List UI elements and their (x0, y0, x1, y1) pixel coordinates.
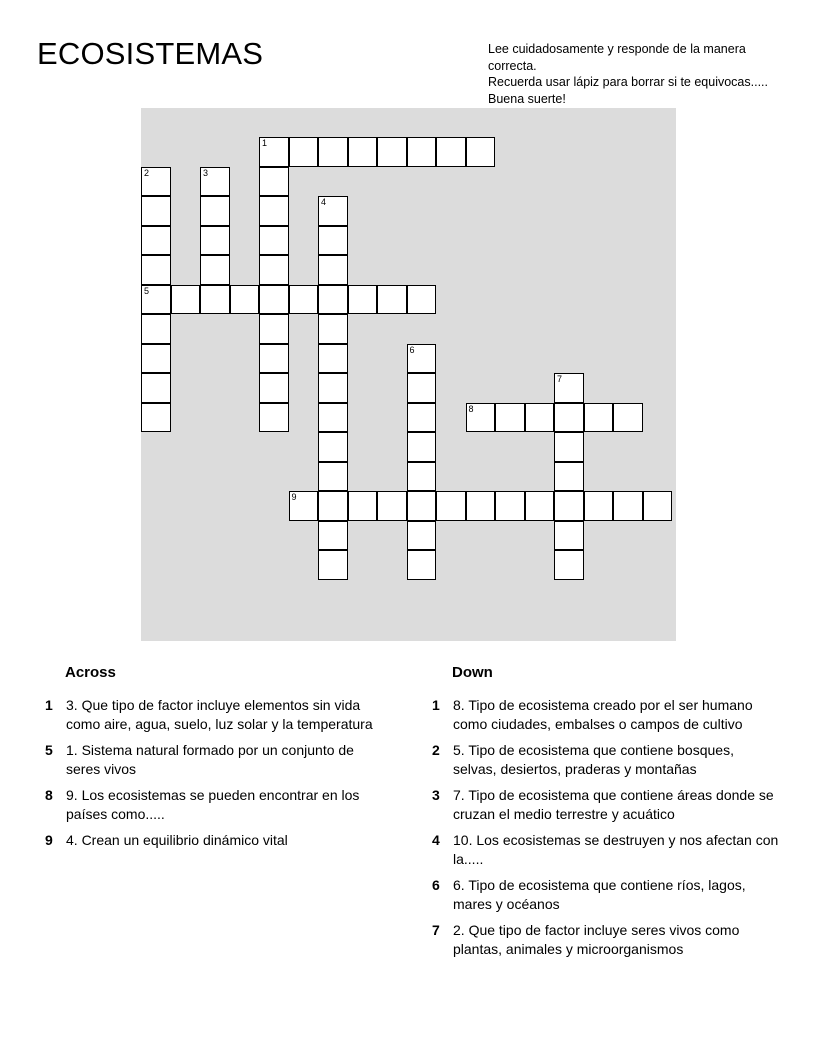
crossword-cell[interactable] (141, 226, 171, 256)
down-clue (431, 921, 781, 958)
crossword-cell[interactable] (407, 137, 437, 167)
clue-number: 6 (432, 877, 440, 893)
crossword-cell[interactable] (584, 491, 614, 521)
crossword-cell[interactable] (554, 550, 584, 580)
clue-text: 2. Que tipo de factor incluye seres vivos como plantas, animales y microorganismos (453, 922, 740, 957)
crossword-cell[interactable] (259, 314, 289, 344)
crossword-cell[interactable] (141, 403, 171, 433)
crossword-cell[interactable] (318, 226, 348, 256)
across-clue (44, 741, 384, 778)
across-clue (44, 696, 384, 733)
instructions (488, 41, 788, 107)
clue-number: 7 (432, 922, 440, 938)
crossword-cell[interactable] (141, 167, 171, 197)
crossword-cell[interactable] (407, 521, 437, 551)
down-clue (431, 831, 781, 868)
cell-number: 6 (409, 344, 415, 355)
cell-number: 3 (203, 167, 209, 178)
crossword-cell[interactable] (407, 432, 437, 462)
crossword-cell[interactable] (259, 167, 289, 197)
clue-number: 3 (432, 787, 440, 803)
crossword-cell[interactable] (259, 196, 289, 226)
crossword-cell[interactable] (259, 285, 289, 315)
crossword-cell[interactable] (407, 285, 437, 315)
crossword-cell[interactable] (318, 491, 348, 521)
crossword-cell[interactable] (318, 462, 348, 492)
crossword-cell[interactable] (289, 491, 319, 521)
across-clue (44, 831, 384, 850)
crossword-cell[interactable] (318, 137, 348, 167)
clue-text: 5. Tipo de ecosistema que contiene bosques, selvas, desiertos, praderas y montañas (453, 742, 734, 777)
crossword-cell[interactable] (171, 285, 201, 315)
crossword-cell[interactable] (377, 137, 407, 167)
clue-text: 7. Tipo de ecosistema que contiene áreas donde se cruzan el medio terrestre y acuático (453, 787, 774, 822)
crossword-cell[interactable] (318, 521, 348, 551)
clue-text: 9. Los ecosistemas se pueden encontrar en los países como..... (66, 787, 360, 822)
crossword-cell[interactable] (525, 403, 555, 433)
crossword-cell[interactable] (554, 521, 584, 551)
crossword-cell[interactable] (318, 403, 348, 433)
crossword-cell[interactable] (407, 373, 437, 403)
crossword-cell[interactable] (377, 285, 407, 315)
crossword-cell[interactable] (584, 403, 614, 433)
crossword-cell[interactable] (318, 196, 348, 226)
cell-number: 7 (557, 374, 563, 384)
crossword-cell[interactable] (525, 491, 555, 521)
crossword-cell[interactable] (436, 491, 466, 521)
cell-number: 8 (468, 403, 474, 414)
clue-number: 2 (432, 742, 440, 758)
clue-number: 8 (45, 787, 53, 803)
crossword-cell[interactable] (348, 491, 378, 521)
crossword-cell[interactable] (318, 432, 348, 462)
clue-text: 1. Sistema natural formado por un conjunto de seres vivos (66, 742, 354, 777)
clue-text: 8. Tipo de ecosistema creado por el ser humano como ciudades, embalses o campos de cultivo (453, 697, 753, 732)
across-clue (44, 786, 384, 823)
crossword-cell[interactable] (141, 344, 171, 374)
cell-number: 1 (262, 138, 268, 148)
crossword-cell[interactable] (377, 491, 407, 521)
crossword-cell[interactable] (318, 373, 348, 403)
cell-number: 9 (291, 492, 297, 502)
crossword-cell[interactable] (407, 344, 437, 374)
crossword-cell[interactable] (259, 255, 289, 285)
crossword-cell[interactable] (466, 491, 496, 521)
clue-text: 10. Los ecosistemas se destruyen y nos afectan con la..... (453, 832, 779, 867)
crossword-cell[interactable] (554, 373, 584, 403)
down-clues (431, 664, 781, 966)
crossword-cell[interactable] (259, 344, 289, 374)
crossword-cell[interactable] (141, 373, 171, 403)
instruction-line: Buena suerte! (488, 91, 566, 106)
instruction-line: Lee cuidadosamente y responde de la manera correcta. (488, 42, 750, 73)
crossword-cell[interactable] (289, 285, 319, 315)
clue-number: 5 (45, 742, 53, 758)
crossword-cell[interactable] (613, 403, 643, 433)
clue-number: 1 (432, 697, 440, 713)
crossword-cell[interactable] (318, 255, 348, 285)
clue-number: 1 (45, 697, 53, 713)
clue-number: 4 (432, 832, 440, 848)
down-clue (431, 696, 781, 733)
crossword-cell[interactable] (318, 314, 348, 344)
crossword-cell[interactable] (259, 403, 289, 433)
crossword-cell[interactable] (230, 285, 260, 315)
crossword-cell[interactable] (436, 137, 466, 167)
crossword-cell[interactable] (141, 255, 171, 285)
crossword-cell[interactable] (318, 285, 348, 315)
crossword-cell[interactable] (466, 137, 496, 167)
crossword-cell[interactable] (141, 314, 171, 344)
crossword-cell[interactable] (407, 550, 437, 580)
crossword-cell[interactable] (141, 285, 171, 315)
crossword-cell[interactable] (141, 196, 171, 226)
crossword-cell[interactable] (289, 137, 319, 167)
crossword-cell[interactable] (200, 196, 230, 226)
crossword-cell[interactable] (495, 403, 525, 433)
crossword-cell[interactable] (318, 344, 348, 374)
across-clues (44, 664, 384, 858)
down-clue (431, 741, 781, 778)
page-title: ECOSISTEMAS (37, 36, 264, 71)
crossword-cell[interactable] (466, 403, 496, 433)
crossword-cell[interactable] (200, 226, 230, 256)
clue-text: 3. Que tipo de factor incluye elementos sin vida como aire, agua, suelo, luz solar y la temperatura (66, 697, 373, 732)
crossword-cell[interactable] (407, 403, 437, 433)
crossword-cell[interactable] (554, 403, 584, 433)
clue-number: 9 (45, 832, 53, 848)
crossword-grid (141, 108, 676, 641)
crossword-cell[interactable] (200, 255, 230, 285)
crossword-cell[interactable] (407, 462, 437, 492)
clue-text: 4. Crean un equilibrio dinámico vital (66, 832, 288, 848)
crossword-cell[interactable] (318, 550, 348, 580)
down-clue (431, 786, 781, 823)
crossword-cell[interactable] (348, 285, 378, 315)
crossword-cell[interactable] (554, 462, 584, 492)
crossword-cell[interactable] (643, 491, 673, 521)
crossword-cell[interactable] (200, 167, 230, 197)
across-heading: Across (65, 664, 116, 681)
crossword-cell[interactable] (613, 491, 643, 521)
crossword-cell[interactable] (554, 491, 584, 521)
crossword-cell[interactable] (200, 285, 230, 315)
down-heading: Down (452, 664, 493, 681)
crossword-cell[interactable] (348, 137, 378, 167)
instruction-line: Recuerda usar lápiz para borrar si te equivocas..... (488, 75, 768, 89)
clue-text: 6. Tipo de ecosistema que contiene ríos, lagos, mares y océanos (453, 877, 746, 912)
crossword-cell[interactable] (259, 137, 289, 167)
crossword-cell[interactable] (554, 432, 584, 462)
crossword-cell[interactable] (259, 226, 289, 256)
crossword-cell[interactable] (495, 491, 525, 521)
cell-number: 2 (144, 167, 150, 178)
cell-number: 4 (321, 197, 327, 207)
down-clue (431, 876, 781, 913)
cell-number: 5 (144, 285, 150, 296)
crossword-cell[interactable] (407, 491, 437, 521)
crossword-cell[interactable] (259, 373, 289, 403)
